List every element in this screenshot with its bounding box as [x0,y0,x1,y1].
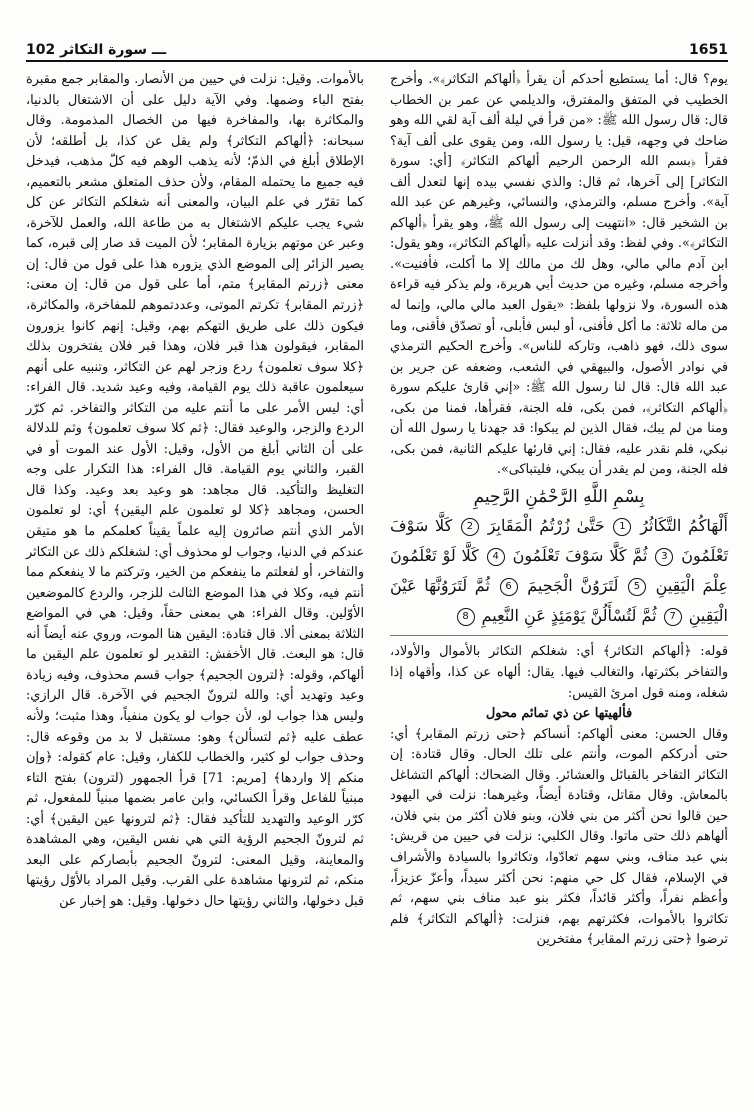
verse-number: 6 [500,578,518,596]
verse-number: 4 [487,548,505,566]
left-column [26,70,364,912]
basmala: بِسْمِ اللَّهِ الرَّحْمَٰنِ الرَّحِيمِ [473,486,645,507]
verse-text: لَتَرَوُنَّ الْجَحِيمَ [527,576,619,596]
verse-number: 3 [655,548,673,566]
verse-text: كَلَّا سَوْفَ تَعْلَمُونَ [390,516,729,566]
verse-text: ثُمَّ كَلَّا سَوْفَ تَعْلَمُونَ [512,546,648,566]
verse-number: 2 [461,518,479,536]
surah-header: 102 ـــ سورة التكاثر [26,42,167,58]
poem-line: فألهيتها عن ذي تمائم محول [485,706,633,722]
page-header [26,34,728,58]
paragraph: قوله: ﴿ألهاكم التكاثر﴾ أي: شغلكم التكاثر بالأموال والأولاد، والتفاخر بكثرتها، والتغالب فيها. يقال: ألهاه عن كذا، وأقهاه إذا شغله، ومنه قول امرئ القيس: [390,644,728,701]
verse-number: 8 [457,608,475,626]
paragraph: بالأموات. وقيل: نزلت في حيين من الأنصار. والمقابر جمع مقبرة بفتح الباء وضمها. وفي الآية دليل على أن الاشتغال بالدنيا، والمكاثرة بها، والمفاخرة فيها من الخصال المذمومة. وقال سبحانه: ﴿ألهاكم التكاثر﴾ ولم يقل عن كذا، بل أطلقه؛ لأن الإطلاق أبلغ في الذمّ؛ لأنه يذهب الوهم فيه كلّ مذهب، فيدخل فيه جميع ما يحتمله المقام، ولأن حذف المتعلق مشعر بالتعميم، كما تقرّر في علم البيان، والمعنى أنه شغلكم التكاثر عن كل شيء يجب عليكم الاشتغال به من طاعة الله، والعمل للآخرة، وعبر عن موتهم بزيارة المقابر؛ لأن الميت قد صار إلى قبره، كما يصير الزائر إلى الموضع الذي يزوره هذا على قول من قال: إن معنى ﴿زرتم المقابر﴾ متم، أما على قول من قال: إن معنى: ﴿زرتم المقابر﴾ تكرتم الموتى، وعددتموهم للمفاخرة، والمكاثرة، فيكون ذلك على طريق التهكم بهم، وقيل: إنهم كانوا يزورون المقابر، فيقولون هذا قبر فلان، وهذا قبر فلان يفتخرون بذلك ﴿كلا سوف تعلمون﴾ ردع وزجر لهم عن التكاثر، وتنبيه على أنهم سيعلمون عاقبة ذلك يوم القيامة، وفيه وعيد شديد. قال الفراء: أي: ليس الأمر على ما أنتم عليه من التكاثر والتفاخر. ثم كرّر الردع والزجر، والوعيد فقال: ﴿ثم كلا سوف تعلمون﴾ وثم للدلالة على أن الثاني أبلغ من الأول، وقيل: الأول عند الموت أو في القبر، والثاني يوم القيامة. قال الفراء: هذا التكرار على وجه التغليظ والتأكيد. قال مجاهد: هو وعيد بعد وعيد. وكذا قال الحسن، ومجاهد ﴿كلا لو تعلمون علم اليقين﴾ أي: لو تعلمون الأمر الذي أنتم صائرون إليه علماً يقيناً كعلمكم ما هو متيقن عندكم في الدنيا، وجواب لو محذوف أي: لشغلكم ذلك عن التكاثر والتفاخر، أو لفعلتم ما ينفعكم من الخير، وتركتم ما لا ينفعكم مما أنتم فيه، وكلا في هذا الموضع الثالث للزجر، والردع كالموضعين الأوّلين. وقال الفراء: هي بمعنى حقاً، وقيل: هي في المواضع الثلاثة بمعنى ألا. قال قتادة: اليقين هنا الموت، وروي عنه أيضاً أنه قال: هو البعث. قال الأخفش: التقدير لو تعلمون علم اليقين ما ألهاكم، وقوله: ﴿لترون الجحيم﴾ جواب قسم محذوف، وفيه زيادة وعيد وتهديد أي: والله لترونّ الجحيم في الآخرة. قال الرازي: وليس هذا جواب لو، لأن جواب لو يكون منفياً، وهذا مثبت؛ ولأنه عطف عليه ﴿ثم لتسألن﴾ وهو: مستقبل لا بد من وقوعه قال: وحذف جواب لو كثير، والخطاب للكفار، وقيل: عام كقوله: ﴿وإن منكم إلا واردها﴾ [مريم: 71] قرأ الجمهور (لترون) بفتح التاء مبنياً للفاعل وقرأ الكسائي، وابن عامر بضمها مبنياً للمفعول، ثم كرّر الوعيد والتهديد للتأكيد فقال: ﴿ثم لترونها عين اليقين﴾ أي: ثم لترونّ الجحيم الرؤية التي هي نفس اليقين، وهي المشاهدة والمعاينة، وقيل المعنى: لترونّ الجحيم بأبصاركم على البعد منكم، ثم لترونها مشاهدة على القرب. وقيل المراد بالأوّل رؤيتها قبل دخولها، والثاني رؤيتها حال دخولها. وقيل: هو إخبار عن [26,72,365,909]
verse-text: أَلْهَاكُمُ التَّكَاثُرُ [640,516,728,536]
verse-number: 7 [664,608,682,626]
paragraph: وقال الحسن: معنى ألهاكم: أنساكم ﴿حتى زرتم المقابر﴾ أي: حتى أدرككم الموت، وأنتم على تلك الحال. وقال قتادة: إن التكاثر التفاخر بالقبائل والعشائر. وقال الضحاك: ألهاكم التشاغل بالمعاش. وقال مقاتل، وقتادة أيضاً، وغيرهما: نزلت في اليهود حين قالوا نحن أكثر من بني فلان، وبنو فلان أكثر من بني فلان، ألهاهم ذلك حتى ماتوا. وقال الكلبي: نزلت في حيين من قريش: بني عبد مناف، وبني سهم تعادّوا، وتكاثروا بالسيادة والأشراف في الإسلام، فقال كل حي منهم: نحن أكثر سيداً، وأعزّ عزيزاً، وأعظم نفراً، وأكثر قائداً، فكثر بنو عبد مناف بني سهم، ثم تكاثروا بالأموات، فكثرتهم بهم، فنزلت: ﴿ألهاكم التكاثر﴾ فلم ترضوا ﴿حتى زرتم المقابر﴾ مفتخرين [390,726,728,948]
verse-number: 1 [613,518,631,536]
verse-text: كَلَّا لَوْ تَعْلَمُونَ عِلْمَ الْيَقِينِ [390,546,729,596]
verse-text: حَتَّىٰ زُرْتُمُ الْمَقَابِرَ [487,516,605,536]
verse-text: ثُمَّ لَتَرَوُنَّهَا عَيْنَ الْيَقِينِ [390,576,728,626]
right-column [390,70,728,951]
header-rule [26,60,728,62]
page-number: 1651 [689,42,728,58]
verse-text: ثُمَّ لَتُسْأَلُنَّ يَوْمَئِذٍ عَنِ النَّعِيمِ [481,606,657,626]
quran-verses [390,511,728,636]
verse-number: 5 [628,578,646,596]
paragraph: يوم؟ قال: أما يستطيع أحدكم أن يقرأ ﴿ألهاكم التكاثر﴾». وأخرج الخطيب في المتفق والمفترق، والديلمي عن عمر بن الخطاب قال: قال رسول الله ﷺ: «من قرأ في ليلة ألف آية لقي الله وهو ضاحك في وجهه، قيل: يا رسول الله، ومن يقوى على ألف آية؟ فقرأ ﴿بسم الله الرحمن الرحيم ألهاكم التكاثر﴾ [أي: سورة التكاثر] إلى آخرها، ثم قال: والذي نفسي بيده إنها لتعدل ألف آية». وأخرج مسلم، والترمذي، والنسائي، وغيرهم عن عبد الله بن الشخير قال: «انتهيت إلى رسول الله ﷺ، وهو يقرأ ﴿ألهاكم التكاثر﴾». وفي لفظ: وقد أنزلت عليه ﴿ألهاكم التكاثر﴾، وهو يقول: ابن آدم مالي مالي، وهل لك من مالك إلا ما أكلت، فأفنيت». وأخرجه مسلم، وغيره من حديث أبي هريرة، ولم يذكر فيه قراءة هذه السورة، ولا نزولها بلفظ: «يقول العبد مالي مالي، وإنما له من ماله ثلاثة: ما أكل فأفنى، أو لبس فأبلى، أو تصدّق فأقنى، وما سوى ذلك، فهو ذاهب، وتاركه للناس». وأخرج الحكيم الترمذي في نوادر الأصول، والبيهقي في الشعب، وضعفه عن جرير بن عبد الله قال: قال لنا رسول الله ﷺ: «إني قارئ عليكم سورة ﴿ألهاكم التكاثر﴾، فمن بكى، فله الجنة، فقرأها، فمنا من بكى، ومنا من لم يبك، فقال الذين لم يبكوا: قد جهدنا يا رسول الله أن نبكي، فلم نقدر عليه، فقال: إني قارئها عليكم الثانية، فمن بكى، فله الجنة، ومن لم يقدر أن يبكي، فليتباكى». [390,72,728,478]
